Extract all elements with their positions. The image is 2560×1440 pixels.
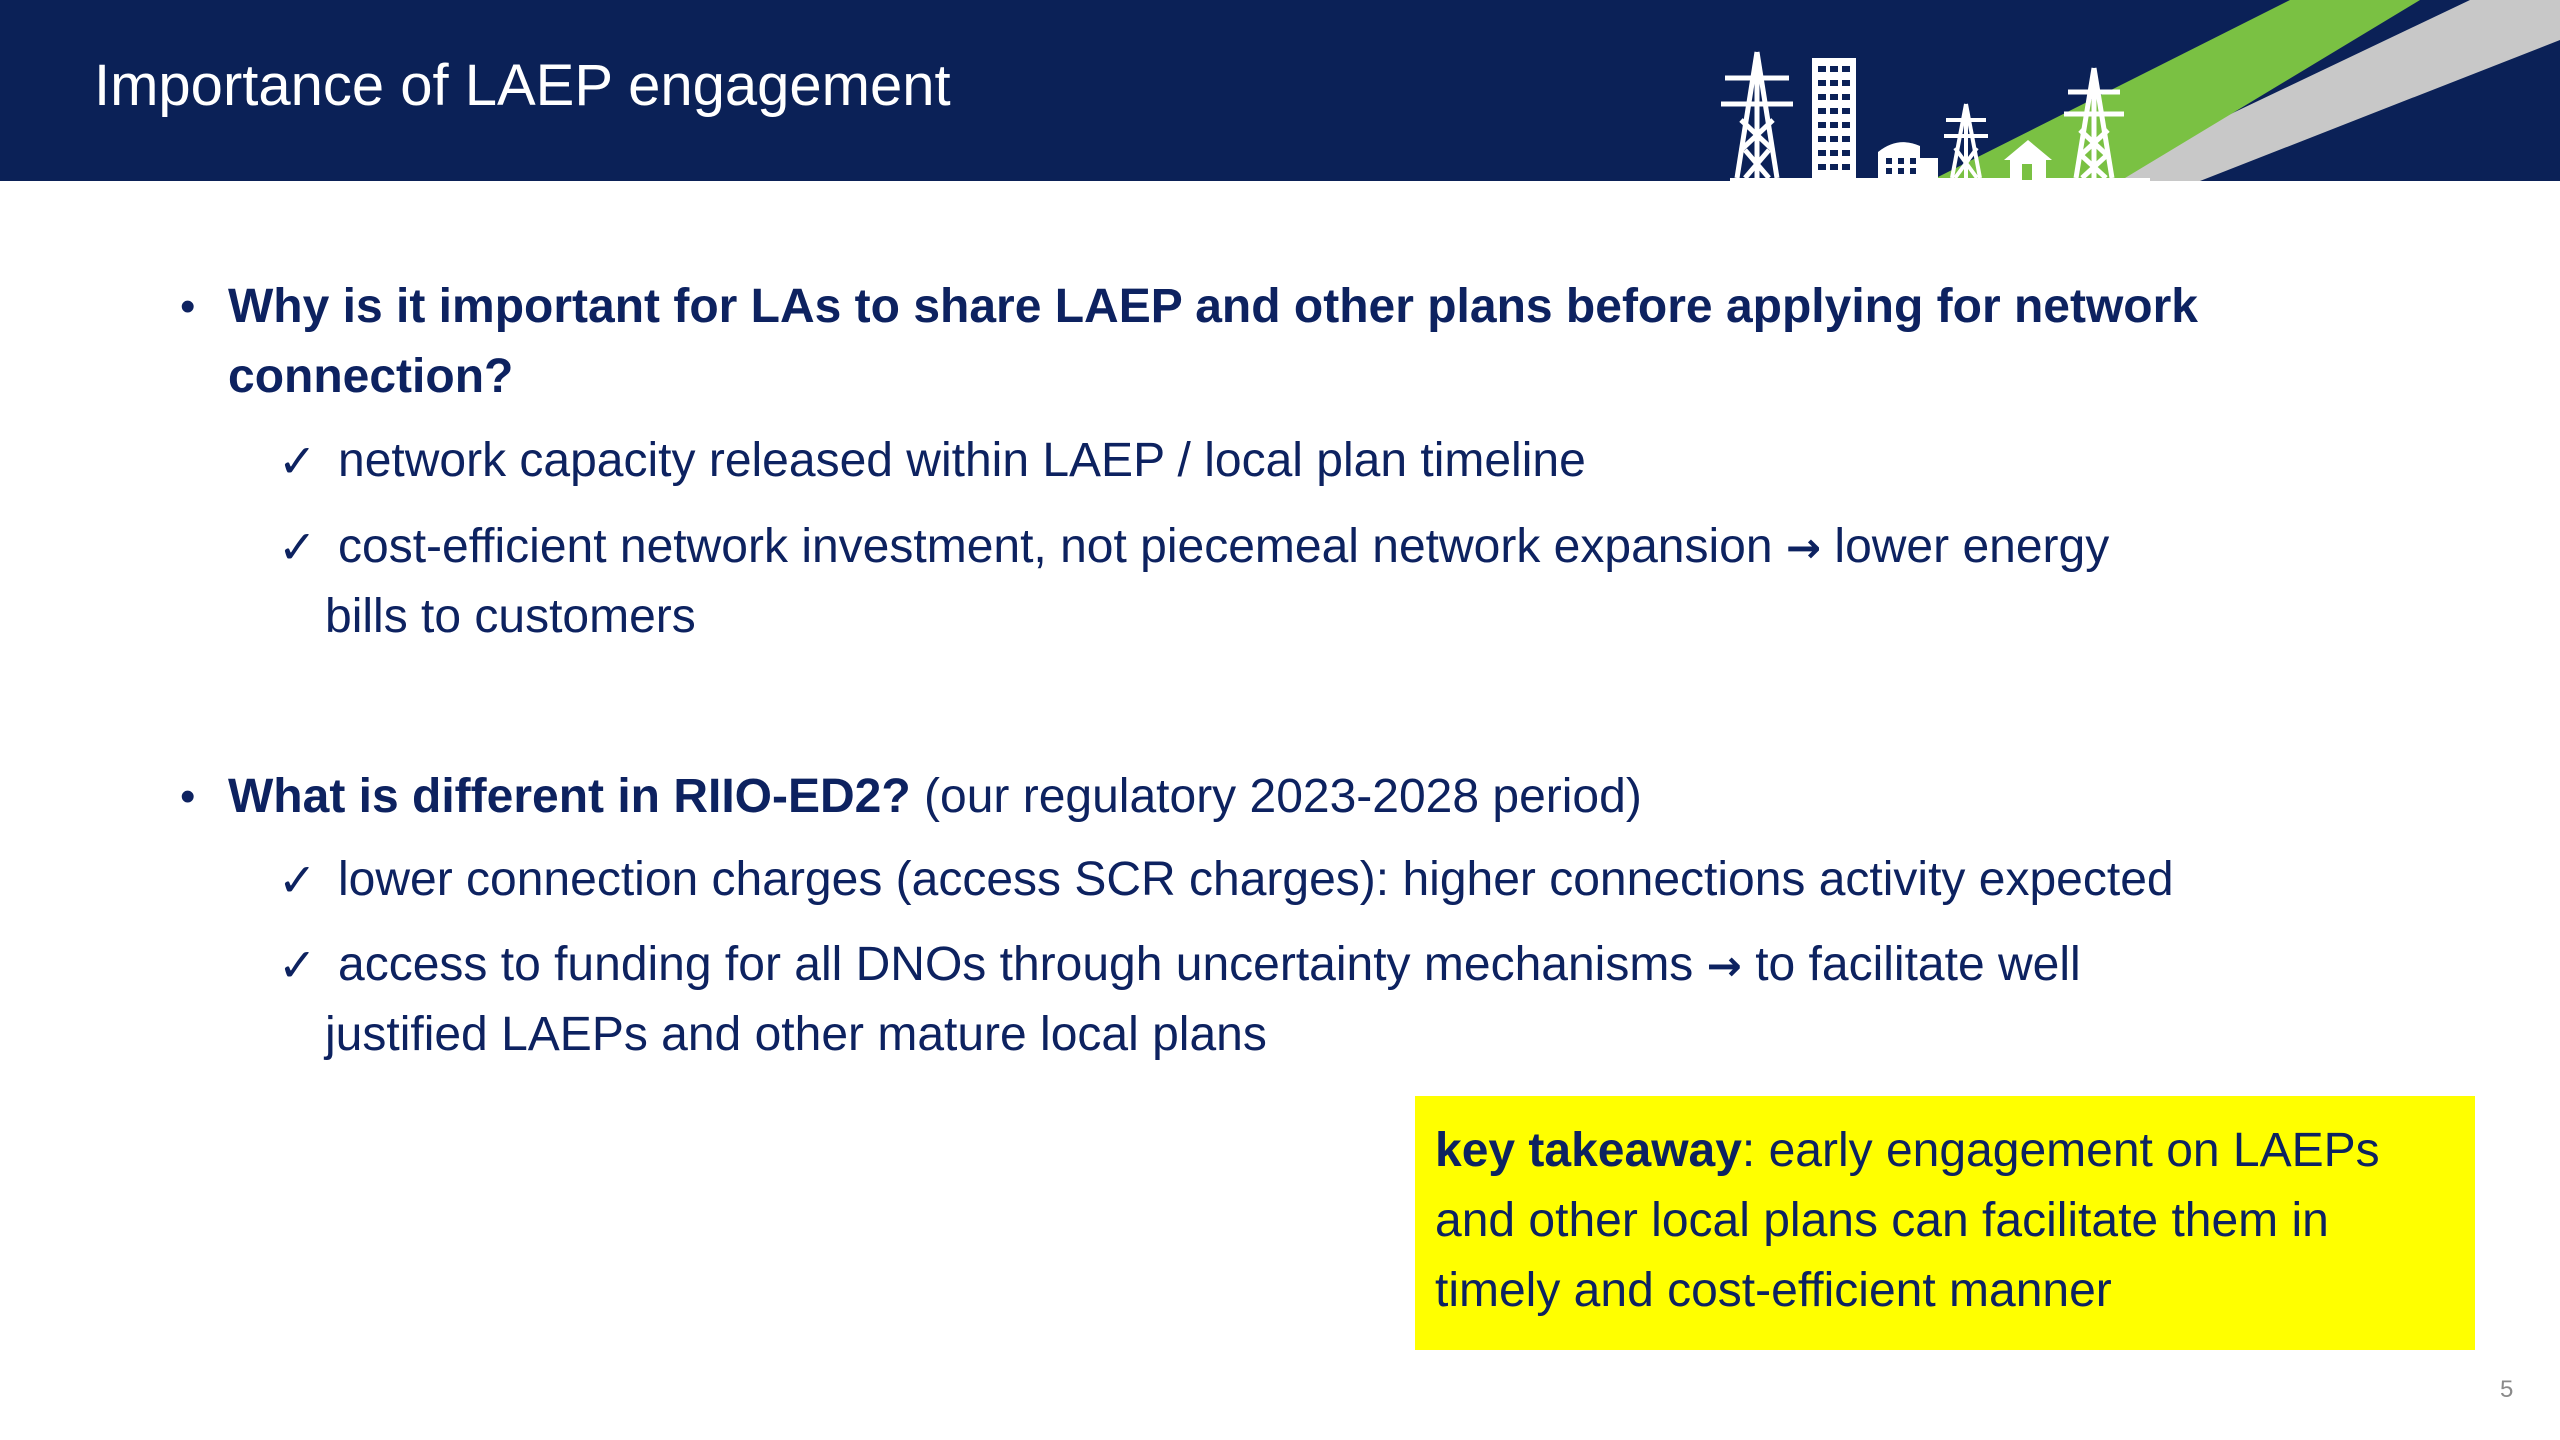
- section2-item-2-line-2: justified LAEPs and other mature local plans: [325, 1008, 1267, 1061]
- section1-item-2: [338, 512, 2109, 583]
- question-1-line-2: connection?: [228, 350, 514, 403]
- key-takeaway-line-3: timely and cost-efficient manner: [1435, 1264, 2112, 1317]
- key-takeaway-line-2: and other local plans can facilitate them in: [1435, 1194, 2329, 1247]
- bullet-dot: •: [180, 282, 196, 331]
- section2-item-1: lower connection charges (access SCR charges): higher connections activity expected: [338, 853, 2174, 906]
- section1-item-2-tail: lower energy: [1834, 520, 2110, 573]
- question-2: [228, 762, 1642, 832]
- section1-item-2-text: cost-efficient network investment, not piecemeal network expansion: [338, 520, 1773, 573]
- bullet-dot: •: [180, 772, 196, 821]
- section1-item-1: network capacity released within LAEP / local plan timeline: [338, 434, 1586, 487]
- question-2-note: (our regulatory 2023-2028 period): [924, 770, 1642, 823]
- section1-item-2-line-2: bills to customers: [325, 590, 696, 643]
- key-takeaway-line-1: [1435, 1116, 2380, 1186]
- slide-title: Importance of LAEP engagement: [94, 53, 951, 118]
- question-1-line-1: Why is it important for LAs to share LAEP and other plans before applying for network: [228, 280, 2198, 333]
- check-icon: ✓: [278, 938, 317, 992]
- page-number: 5: [2500, 1376, 2514, 1403]
- key-takeaway-box: [1415, 1096, 2475, 1350]
- key-takeaway-label: key takeaway: [1435, 1124, 1742, 1177]
- check-icon: ✓: [278, 853, 317, 907]
- question-2-text: What is different in RIIO-ED2?: [228, 770, 911, 823]
- check-icon: ✓: [278, 520, 317, 574]
- arrow-right-icon: →: [1706, 941, 1742, 990]
- section2-item-2-tail: to facilitate well: [1755, 938, 2081, 991]
- section2-item-2: [338, 930, 2081, 1001]
- arrow-right-icon: →: [1785, 523, 1822, 572]
- key-takeaway-line-1-rest: : early engagement on LAEPs: [1741, 1124, 2380, 1177]
- key-takeaway-text: [1435, 1116, 2380, 1326]
- section2-item-2-text: access to funding for all DNOs through uncertainty mechanisms: [338, 938, 1694, 991]
- check-icon: ✓: [278, 434, 317, 488]
